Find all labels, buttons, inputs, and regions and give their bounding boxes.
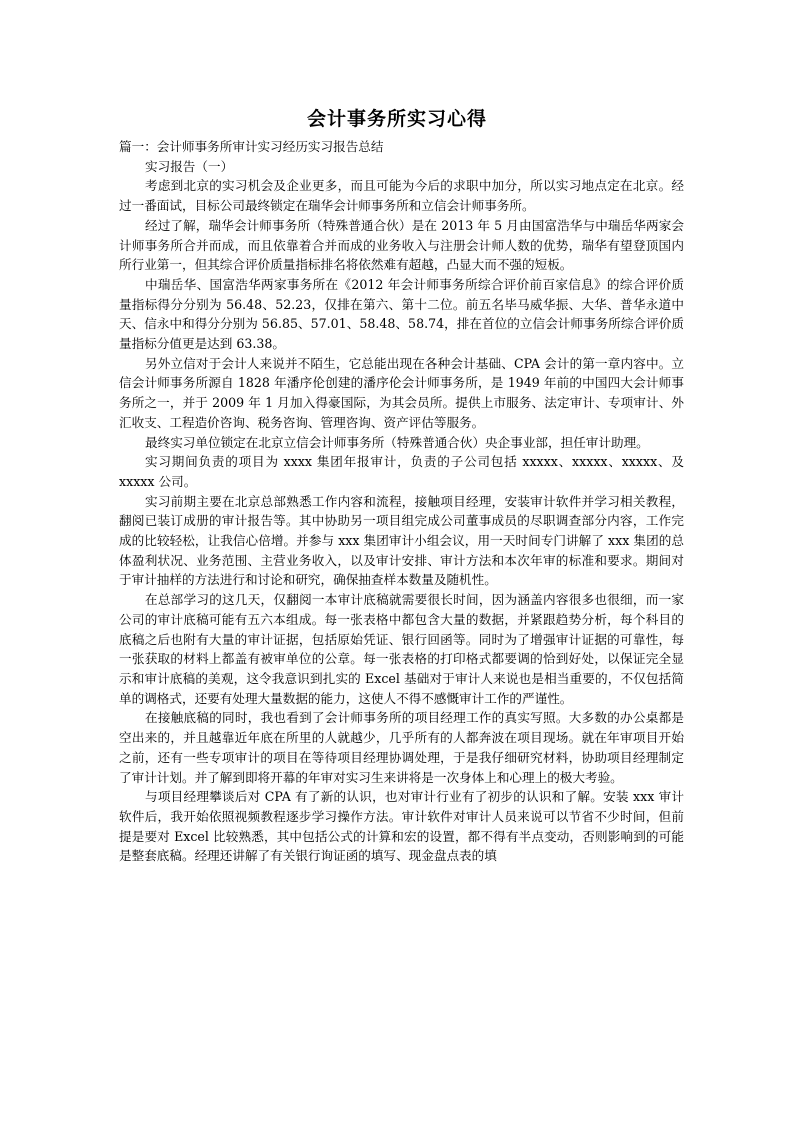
paragraph: 另外立信对于会计人来说并不陌生，它总能出现在各种会计基础、CPA 会计的第一章内容中。立信会计师事务所源自 1828 年潘序伦创建的潘序伦会计师事务所，是 1949 年前的中国四大会计师事务所之一，并于 2009 年 1 月加入得豪国际，为其会员所。提供上市服务、法定审计、专项审计、外汇收支、工程造价咨询、税务咨询、管理咨询、资产评估等服务。 [119, 355, 684, 430]
document-body [119, 137, 684, 866]
paragraph: 实习前期主要在北京总部熟悉工作内容和流程，接触项目经理，安装审计软件并学习相关教程，翻阅已装订成册的审计报告等。其中协助另一项目组完成公司董事成员的尽职调查部分内容，工作完成的比较轻松，让我信心倍增。并参与 xxx 集团审计小组会议，用一天时间专门讲解了 xxx 集团的总体盈利状况、业务范围、主营业务收入，以及审计安排、审计方法和本次年审的标准和要求。期间对于审计抽样的方法进行和讨论和研究，确保抽查样本数量及随机性。 [119, 493, 684, 588]
chapter-heading: 篇一：会计师事务所审计实习经历实习报告总结 [119, 139, 384, 154]
paragraph: 考虑到北京的实习机会及企业更多，而且可能为今后的求职中加分，所以实习地点定在北京。经过一番面试，目标公司最终锁定在瑞华会计师事务所和立信会计师事务所。 [119, 178, 684, 214]
report-heading: 实习报告（一） [145, 158, 234, 174]
document-title: 会计事务所实习心得 [306, 108, 487, 130]
paragraph: 与项目经理攀谈后对 CPA 有了新的认识，也对审计行业有了初步的认识和了解。安装 xxx 审计软件后，我开始依照视频教程逐步学习操作方法。审计软件对审计人员来说可以节省不少时间，但前提是要对 Excel 比较熟悉，其中包括公式的计算和宏的设置，都不得有半点变动，否则影响到的可能是整套底稿。经理还讲解了有关银行询证函的填写、现金盘点表的填 [119, 789, 684, 864]
paragraph: 中瑞岳华、国富浩华两家事务所在《2012 年会计师事务所综合评价前百家信息》的综合评价质量指标得分分别为 56.48、52.23，仅排在第六、第十二位。前五名毕马威华振、大华、普华永道中天、信永中和得分分别为 56.85、57.01、58.48、58.74，排在首位的立信会计师事务所综合评价质量指标分值更是达到 63.38。 [119, 276, 684, 352]
paragraph: 最终实习单位锁定在北京立信会计师事务所（特殊普通合伙）央企事业部，担任审计助理。 [145, 434, 649, 450]
paragraph: 实习期间负责的项目为 xxxx 集团年报审计，负责的子公司包括 xxxxx、xxxxx、xxxxx、及 xxxxx 公司。 [119, 454, 684, 489]
paragraph: 在接触底稿的同时，我也看到了会计师事务所的项目经理工作的真实写照。大多数的办公桌都是空出来的，并且越靠近年底在所里的人就越少，几乎所有的人都奔波在项目现场。就在年审项目开始之前，还有一些专项审计的项目在等待项目经理协调处理，于是我仔细研究材料，协助项目经理制定了审计计划。并了解到即将开幕的年审对实习生来讲将是一次身体上和心理上的极大考验。 [119, 710, 684, 785]
paragraph: 在总部学习的这几天，仅翻阅一本审计底稿就需要很长时间，因为涵盖内容很多也很细，而一家公司的审计底稿可能有五六本组成。每一张表格中都包含大量的数据，并紧跟趋势分析，每个科目的底稿之后也附有大量的审计证据，包括原始凭证、银行回函等。同时为了增强审计证据的可靠性，每一张获取的材料上都盖有被审单位的公章。每一张表格的打印格式都要调的恰到好处，以保证完全显示和审计底稿的美观，这令我意识到扎实的 Excel 基础对于审计人来说也是相当重要的，不仅包括简单的调格式，还要有处理大量数据的能力，这使人不得不感慨审计工作的严谨性。 [119, 592, 684, 706]
paragraph: 经过了解，瑞华会计师事务所（特殊普通合伙）是在 2013 年 5 月由国富浩华与中瑞岳华两家会计师事务所合并而成，而且依靠着合并而成的业务收入与注册会计师人数的优势，瑞华有望登顶国内所行业第一，但其综合评价质量指标排名将依然难有超越，凸显大而不强的短板。 [119, 217, 684, 273]
